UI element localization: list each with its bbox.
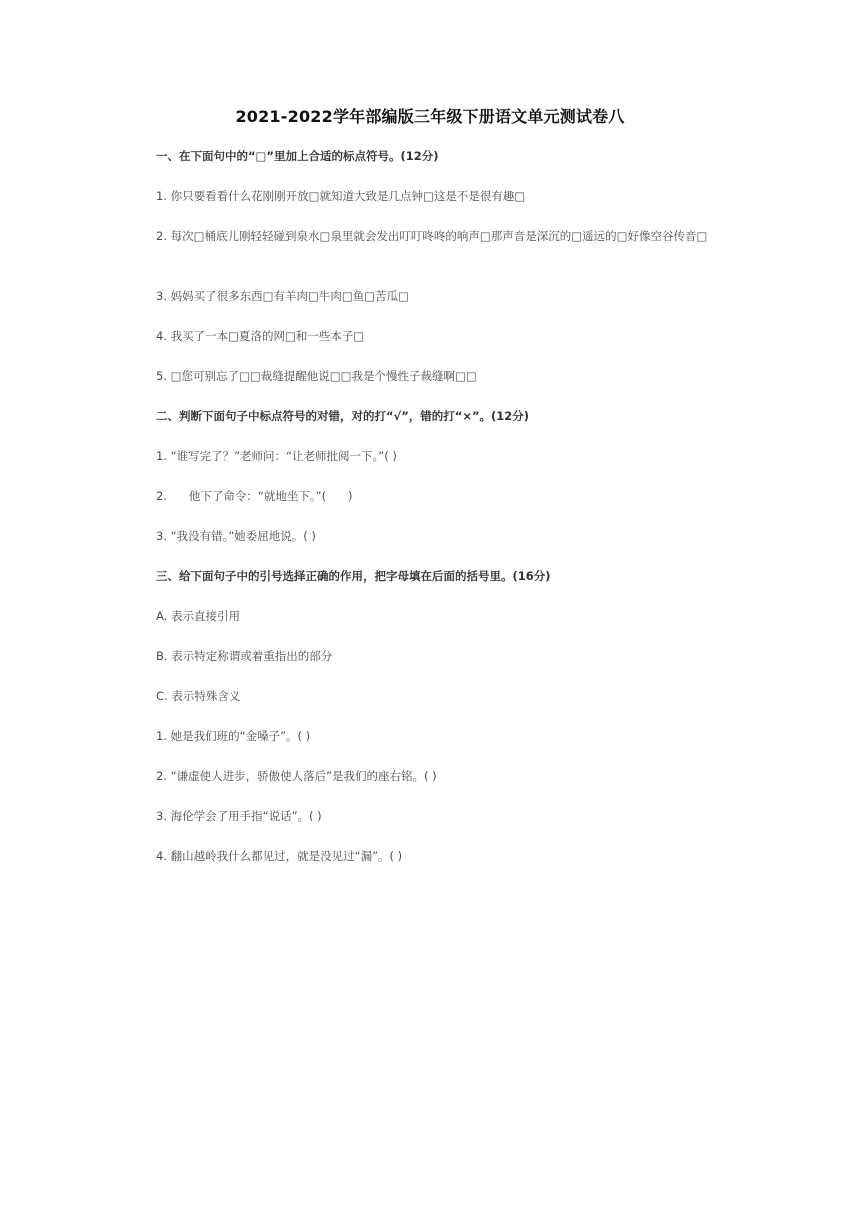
section3-item-3: 3. 海伦学会了用手指“说话”。( ) [156, 809, 322, 823]
section2-item-3: 3. “我没有错。”她委屈地说。( ) [156, 529, 316, 543]
section1-item-1: 1. 你只要看看什么花刚刚开放□就知道大致是几点钟□这是不是很有趣□ [156, 189, 526, 203]
section2-item-2: 2. 他下了命令：“就地坐下。”( ) [156, 489, 353, 503]
scanned-exercise-image [146, 138, 730, 878]
section3-item-4: 4. 翻山越岭我什么都见过，就是没见过“漏”。( ) [156, 849, 403, 863]
section1-heading: 一、在下面句中的“□”里加上合适的标点符号。(12分) [156, 149, 439, 163]
section1-item-3: 3. 妈妈买了很多东西□有羊肉□牛肉□鱼□苦瓜□ [156, 289, 409, 303]
section3-item-2: 2. “谦虚使人进步，骄傲使人落后”是我们的座右铭。( ) [156, 769, 437, 783]
section3-option-c: C. 表示特殊含义 [156, 689, 241, 703]
section2-heading: 二、判断下面句子中标点符号的对错，对的打“√”，错的打“×”。(12分) [156, 409, 530, 423]
section1-item-4: 4. 我买了一本□夏洛的网□和一些本子□ [156, 329, 365, 343]
section3-heading: 三、给下面句子中的引号选择正确的作用，把字母填在后面的括号里。(16分) [156, 569, 551, 583]
section3-option-b: B. 表示特定称谓或着重指出的部分 [156, 649, 333, 663]
section3-option-a: A. 表示直接引用 [156, 609, 240, 623]
section3-item-1: 1. 她是我们班的“金嗓子”。( ) [156, 729, 311, 743]
section2-item-1: 1. “谁写完了？”老师问：“让老师批阅一下。”( ) [156, 449, 397, 463]
section1-item-2: 2. 每次□桶底儿刚轻轻碰到泉水□泉里就会发出叮叮咚咚的响声□那声音是深沉的□遥远的□好像空谷传音□ [156, 229, 708, 243]
section1-item-5: 5. □您可别忘了□□裁缝提醒他说□□我是个慢性子裁缝啊□□ [156, 369, 477, 383]
document-title: 2021-2022学年部编版三年级下册语文单元测试卷八 [235, 107, 625, 126]
